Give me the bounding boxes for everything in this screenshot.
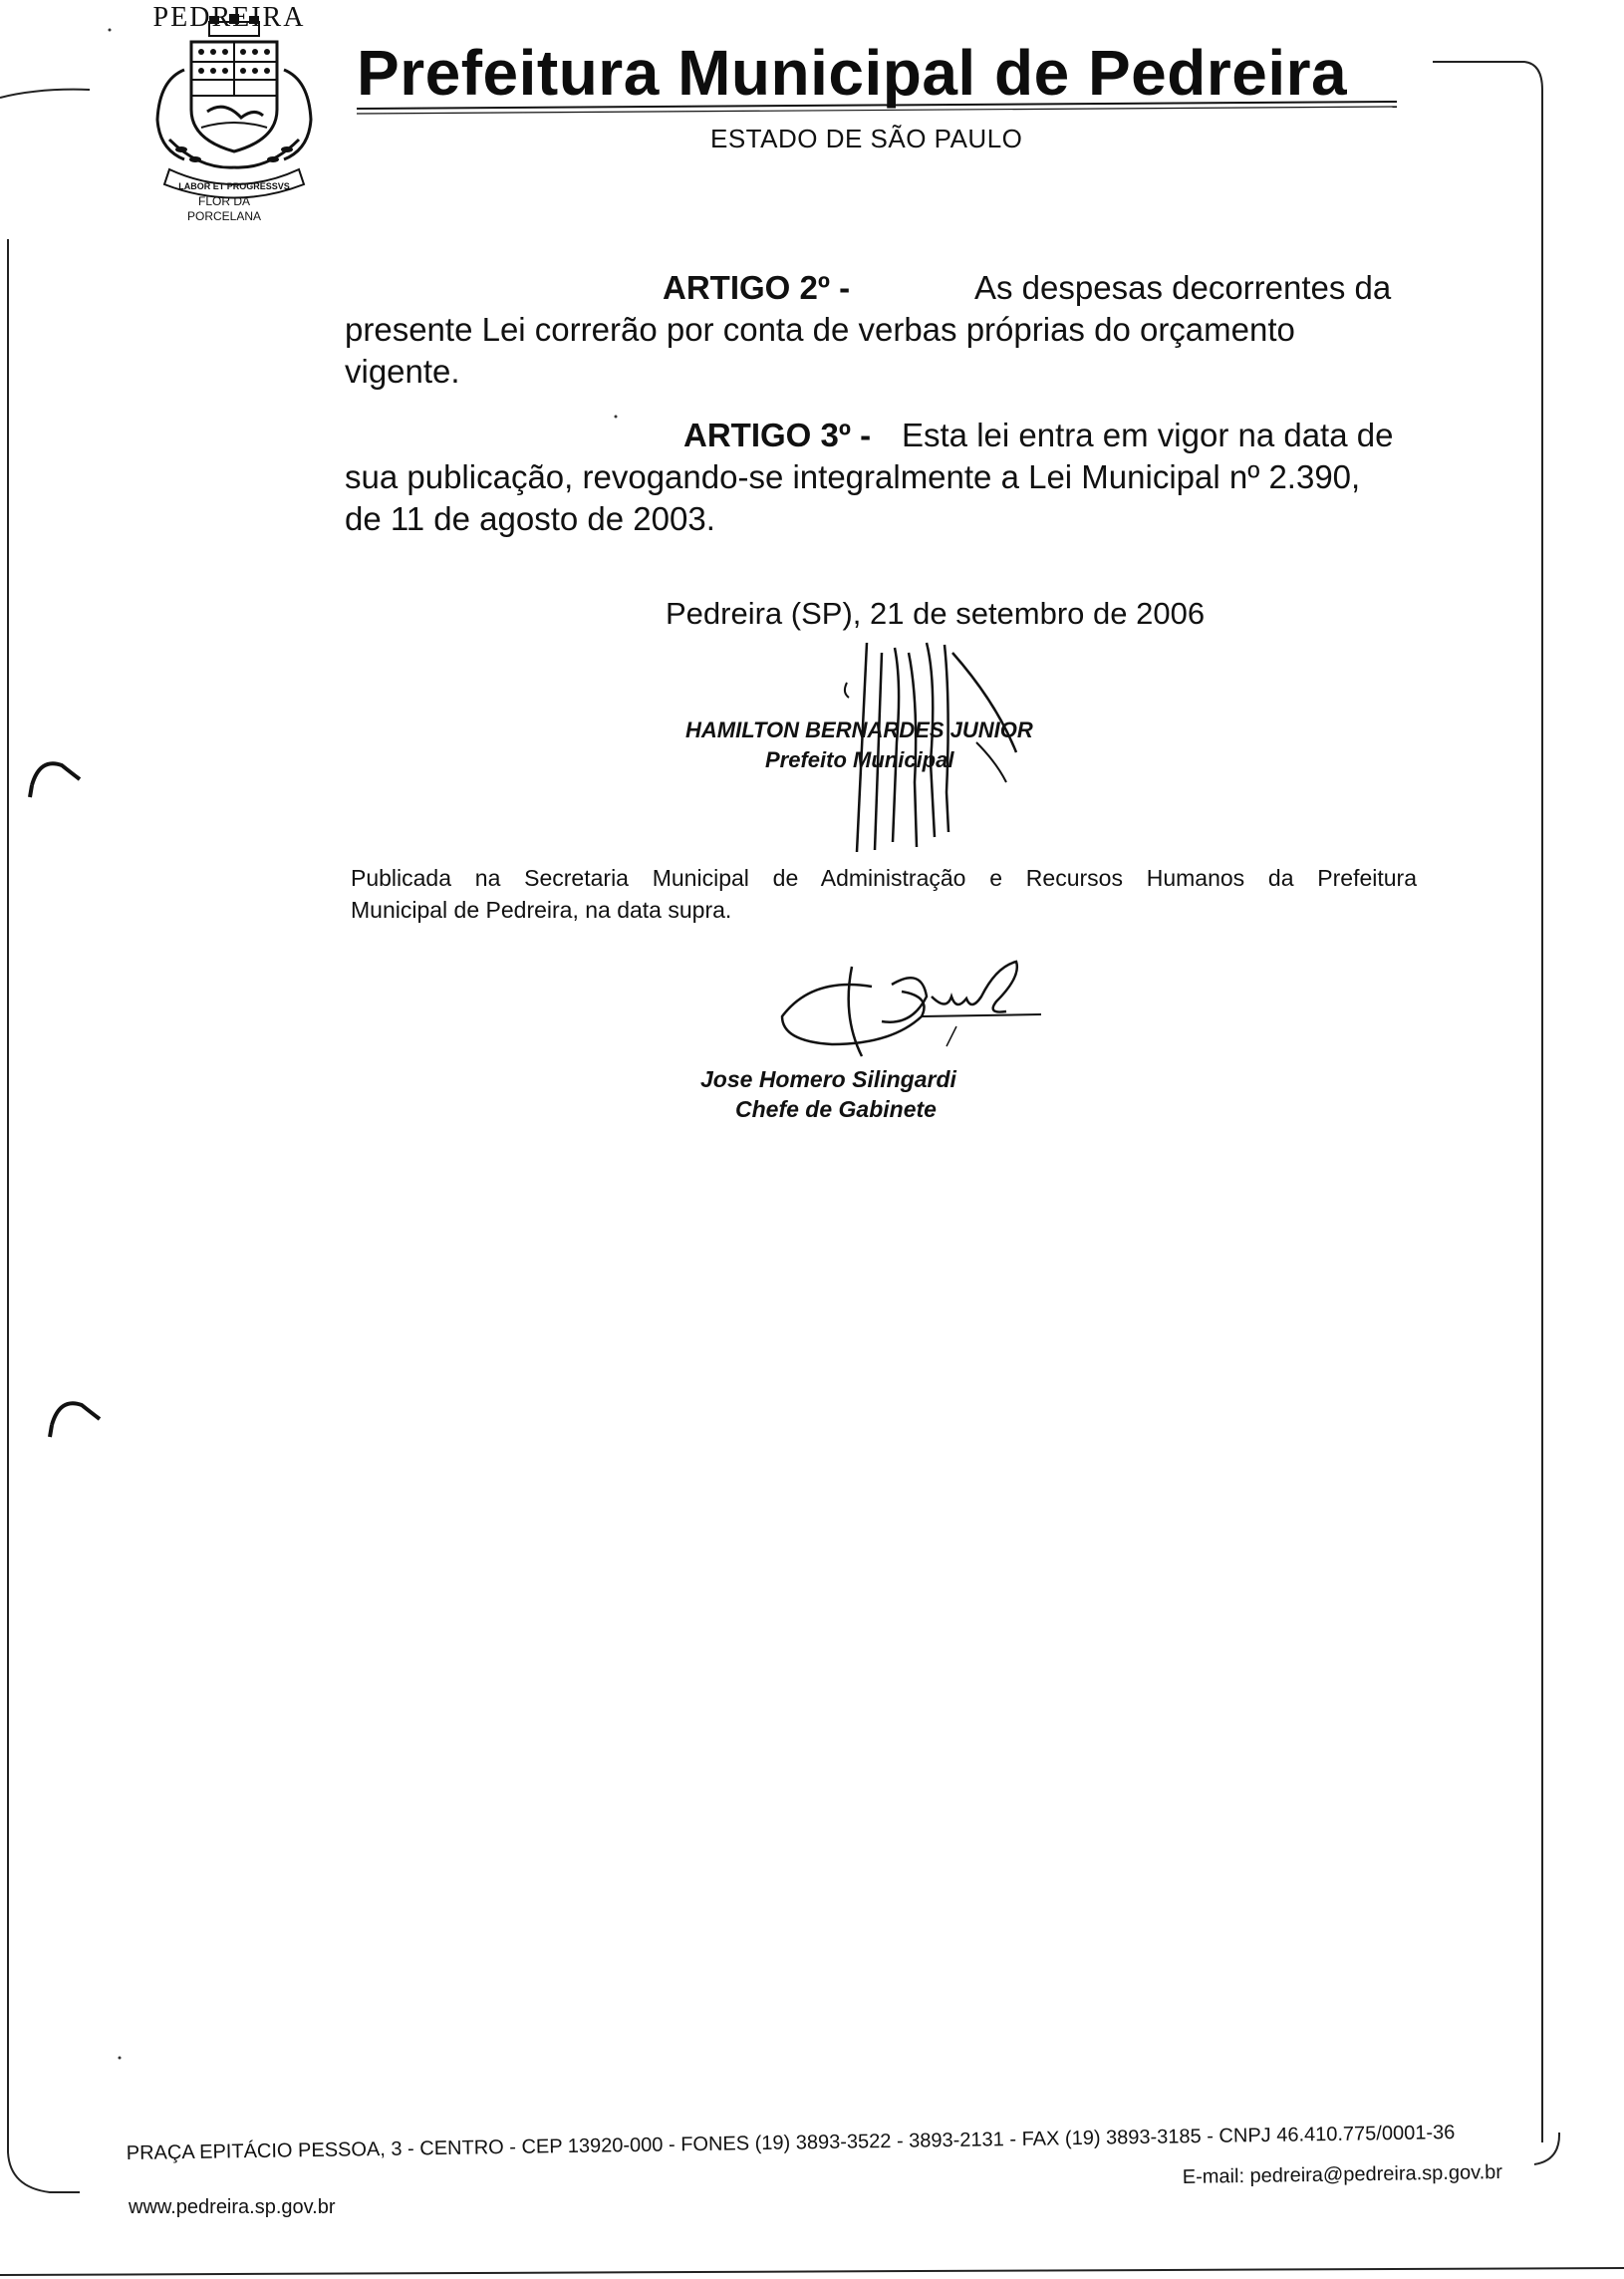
- chief-handwritten-signature: [772, 957, 1061, 1076]
- article-3-line3: de 11 de agosto de 2003.: [345, 500, 715, 537]
- footer-address: PRAÇA EPITÁCIO PESSOA, 3 - CENTRO - CEP 13920-000 - FONES (19) 3893-3522 - 3893-2131 - FAX (19) 3893-3185 - CNPJ 46.410.775/0001-36: [126, 2122, 1456, 2165]
- crest-caption-line2: PORCELANA: [186, 209, 262, 223]
- punch-mark-top: [32, 763, 80, 785]
- publication-line1: Publicada na Secretaria Municipal de Administração e Recursos Humanos da Prefeitura: [351, 865, 1417, 891]
- page-title: Prefeitura Municipal de Pedreira: [357, 37, 1348, 109]
- date-line: Pedreira (SP), 21 de setembro de 2006: [666, 596, 1206, 631]
- article-3-line2: sua publicação, revogando-se integralmente a Lei Municipal nº 2.390,: [345, 458, 1361, 495]
- mayor-name: HAMILTON BERNARDES JUNIOR: [685, 717, 1033, 742]
- mayor-role: Prefeito Municipal: [765, 747, 954, 772]
- page-subtitle: ESTADO DE SÃO PAULO: [710, 124, 1023, 153]
- punch-mark-bottom: [52, 1403, 100, 1425]
- article-2-line1: As despesas decorrentes da: [974, 269, 1392, 306]
- article-3-label: ARTIGO 3º -: [683, 417, 872, 453]
- crest-caption-line1: FLOR DA: [197, 194, 250, 208]
- crest-town-name: PEDREIRA: [152, 2, 306, 33]
- publication-line2: Municipal de Pedreira, na data supra.: [351, 897, 732, 923]
- crest-caption: [164, 194, 284, 224]
- article-2-line3: vigente.: [345, 353, 460, 390]
- article-2-label: ARTIGO 2º -: [663, 269, 851, 306]
- chief-name: Jose Homero Silingardi: [700, 1066, 956, 1092]
- footer-email: E-mail: pedreira@pedreira.sp.gov.br: [1182, 2160, 1503, 2189]
- article-2-line2: presente Lei correrão por conta de verbas próprias do orçamento: [345, 311, 1295, 348]
- crest-motto: LABOR ET PROGRESSVS: [178, 181, 290, 191]
- footer-website: www.pedreira.sp.gov.br: [129, 2196, 336, 2218]
- article-3-line1: Esta lei entra em vigor na data de: [902, 417, 1394, 453]
- chief-role: Chefe de Gabinete: [735, 1096, 937, 1122]
